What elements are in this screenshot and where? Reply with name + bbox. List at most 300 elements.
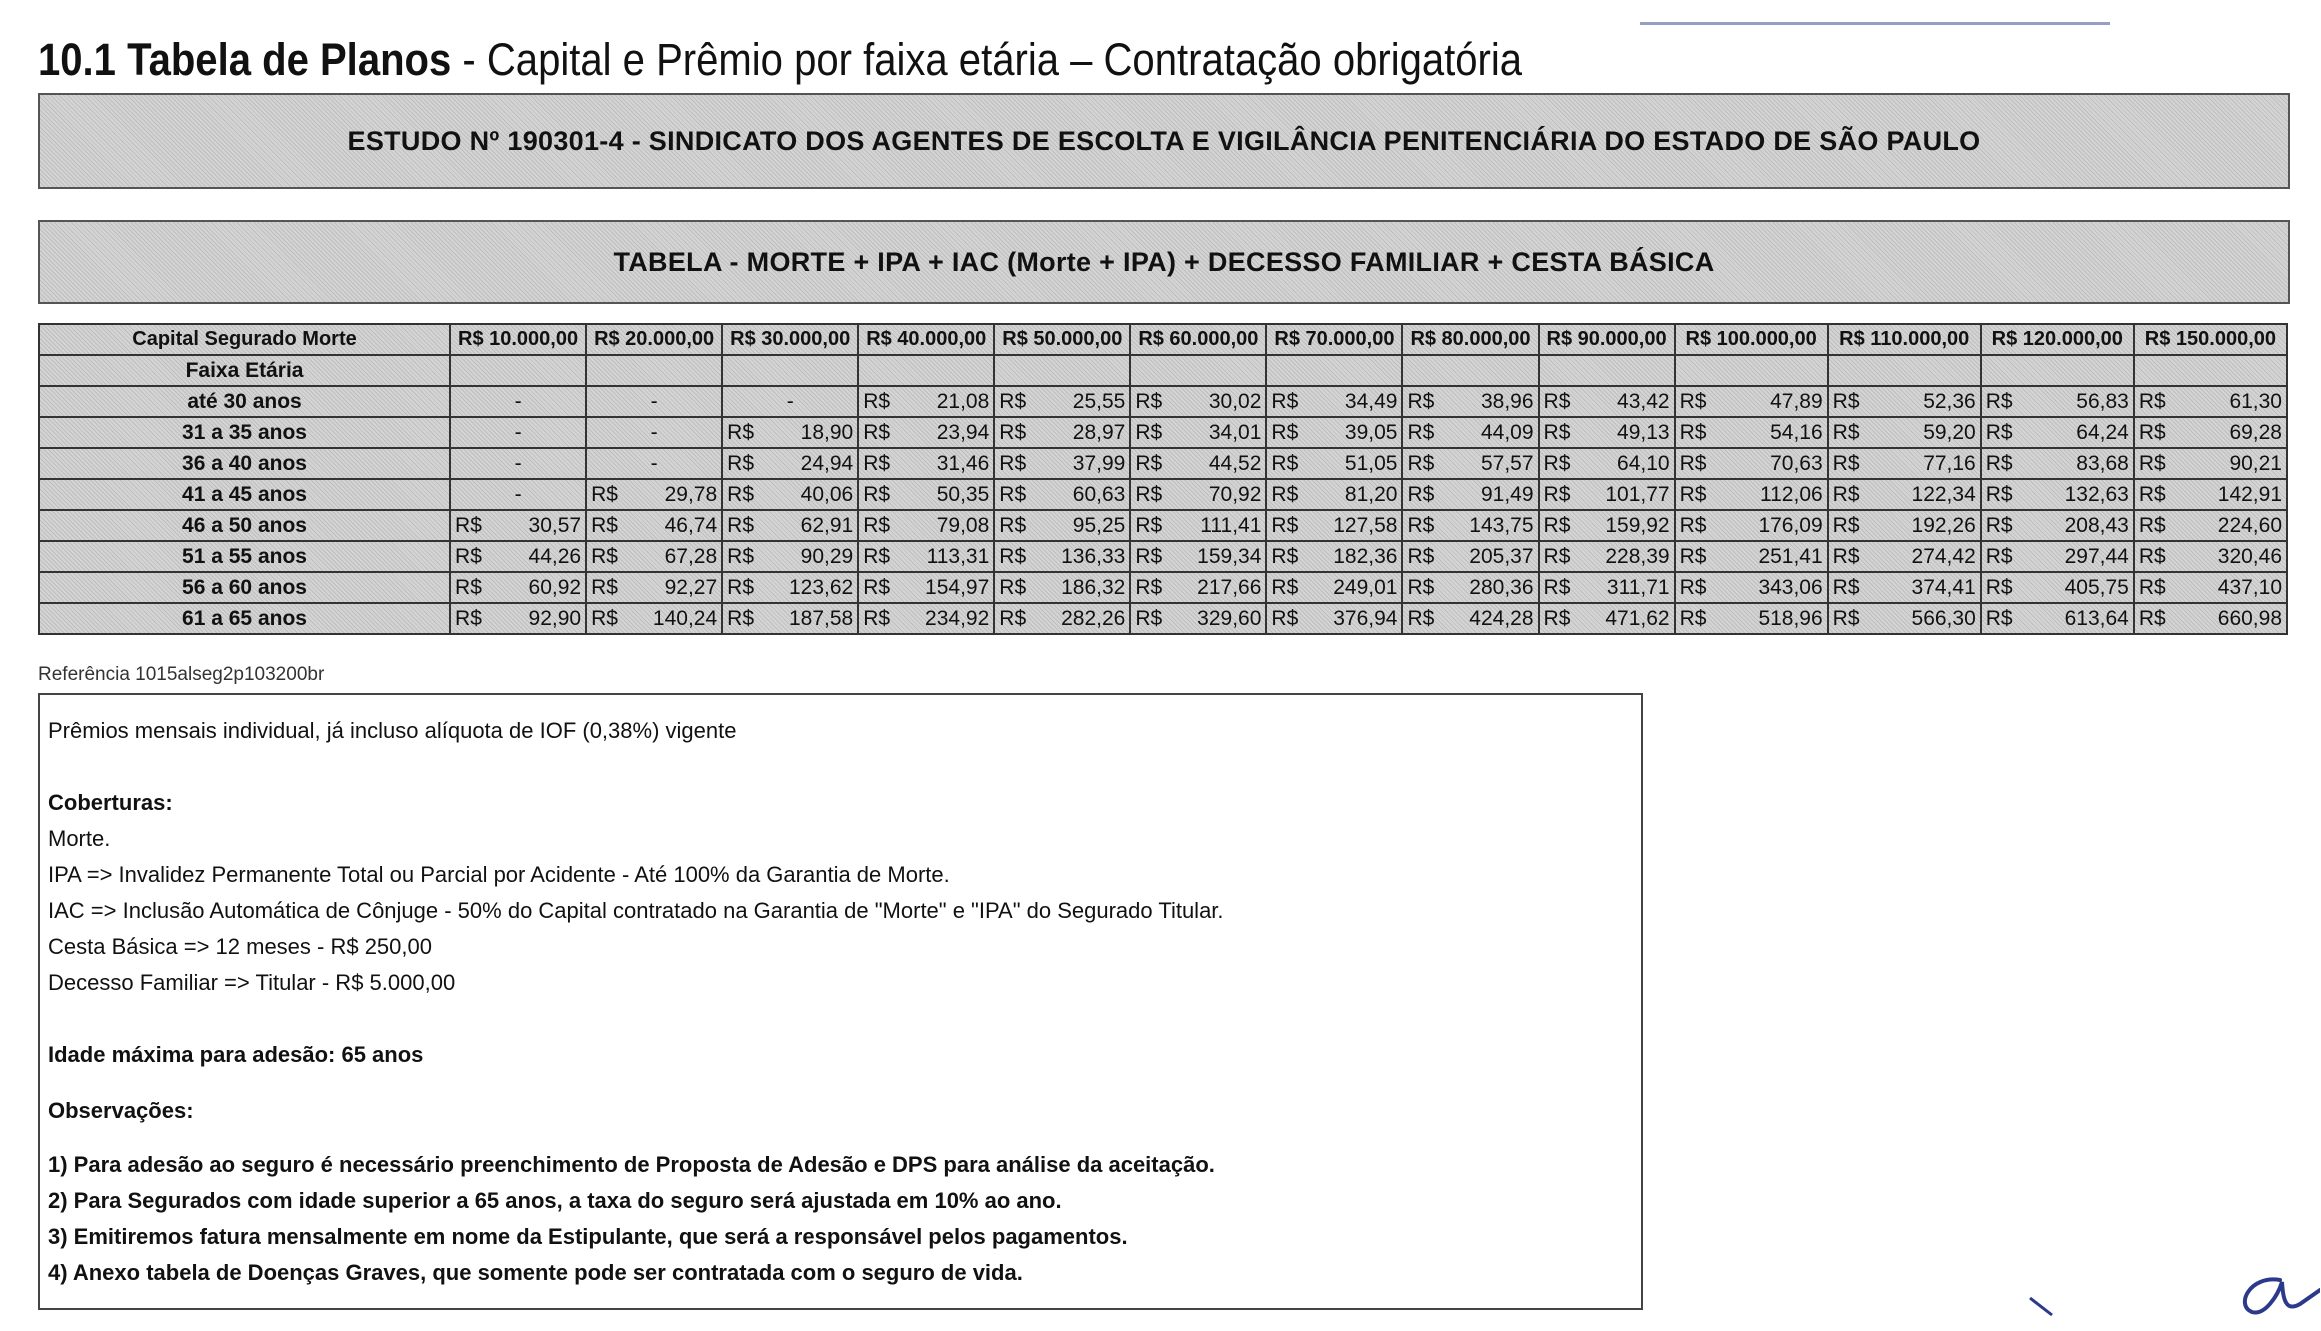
currency-symbol: R$: [863, 482, 891, 506]
premium-value: 122,34: [1911, 482, 1976, 506]
premium-cell: [1981, 510, 2134, 541]
currency-symbol: R$: [1543, 420, 1571, 444]
premium-cell: [858, 510, 994, 541]
currency-symbol: R$: [2138, 451, 2166, 475]
currency-symbol: R$: [1135, 420, 1163, 444]
premium-value: 186,32: [1061, 575, 1126, 599]
premium-cell: [586, 510, 722, 541]
currency-symbol: R$: [727, 575, 755, 599]
premium-cell: [1130, 541, 1266, 572]
premium-cell: [994, 541, 1130, 572]
premium-cell: [1675, 417, 1828, 448]
premium-cell: [1402, 510, 1538, 541]
capital-header-row: [39, 324, 2287, 355]
age-header-label: Faixa Etária: [39, 355, 450, 386]
premium-value: 21,08: [936, 389, 990, 413]
premium-cell: [1828, 386, 1981, 417]
scan-pen-mark: [1640, 22, 2110, 25]
premium-value: 471,62: [1605, 606, 1670, 630]
observation-item: 2) Para Segurados com idade superior a 65 anos, a taxa do seguro será ajustada em 10% ao ano.: [48, 1188, 1062, 1213]
capital-header-label: Capital Segurado Morte: [39, 324, 450, 355]
observation-item: 4) Anexo tabela de Doenças Graves, que somente pode ser contratada com o seguro de vida.: [48, 1260, 1023, 1285]
currency-symbol: R$: [1135, 451, 1163, 475]
currency-symbol: R$: [863, 513, 891, 537]
page-title-rest: - Capital e Prêmio por faixa etária – Contratação obrigatória: [451, 34, 1523, 85]
currency-symbol: R$: [1135, 389, 1163, 413]
age-header-row: [39, 355, 2287, 386]
currency-symbol: R$: [1679, 482, 1707, 506]
premium-cell: [1539, 417, 1675, 448]
table-row: [39, 417, 2287, 448]
premium-value: 282,26: [1061, 606, 1126, 630]
premium-value: 77,16: [1923, 451, 1976, 475]
table-row: [39, 603, 2287, 634]
premium-cell: [1675, 479, 1828, 510]
premium-cell: [1828, 448, 1981, 479]
premium-value: 91,49: [1480, 482, 1534, 506]
premium-value: 217,66: [1197, 575, 1262, 599]
empty-cell: [586, 355, 722, 386]
premium-cell: [1402, 541, 1538, 572]
premium-cell: [1130, 510, 1266, 541]
currency-symbol: R$: [2138, 606, 2166, 630]
premium-cell: [1130, 417, 1266, 448]
premium-cell-empty: -: [450, 417, 586, 448]
premium-cell: [1266, 386, 1402, 417]
premium-value: 187,58: [788, 606, 854, 630]
premium-cell: [1981, 386, 2134, 417]
table-row: [39, 510, 2287, 541]
currency-symbol: R$: [1832, 389, 1860, 413]
currency-symbol: R$: [591, 513, 618, 537]
premium-value: 51,05: [1344, 451, 1398, 475]
capital-header-cell: R$ 10.000,00: [450, 324, 586, 355]
premium-value: 518,96: [1758, 606, 1823, 630]
currency-symbol: R$: [1271, 420, 1299, 444]
premium-cell: [1981, 572, 2134, 603]
page-title-bold: 10.1 Tabela de Planos: [38, 34, 452, 85]
coverage-list: [48, 821, 1633, 1001]
premium-cell: [1828, 510, 1981, 541]
premium-cell: [722, 541, 858, 572]
age-range-label: até 30 anos: [39, 386, 450, 417]
currency-symbol: R$: [999, 482, 1027, 506]
premium-value: 69,28: [2229, 420, 2282, 444]
capital-header-cell: R$ 60.000,00: [1130, 324, 1266, 355]
currency-symbol: R$: [1271, 575, 1299, 599]
age-range-label: 46 a 50 anos: [39, 510, 450, 541]
currency-symbol: R$: [999, 420, 1027, 444]
premium-cell: [2134, 448, 2287, 479]
premium-cell: [858, 386, 994, 417]
premium-cell: [586, 541, 722, 572]
premium-cell: [1828, 479, 1981, 510]
currency-symbol: R$: [999, 544, 1027, 568]
premium-value: 95,25: [1072, 513, 1126, 537]
premium-value: 30,57: [528, 513, 582, 537]
premium-cell: [994, 510, 1130, 541]
currency-symbol: R$: [1679, 575, 1707, 599]
currency-symbol: R$: [1832, 606, 1860, 630]
currency-symbol: R$: [1543, 575, 1571, 599]
premium-cell-empty: -: [722, 386, 858, 417]
empty-cell: [1828, 355, 1981, 386]
premium-cell-empty: -: [450, 386, 586, 417]
premium-value: 90,21: [2229, 451, 2282, 475]
premium-value: 64,24: [2076, 420, 2129, 444]
premium-cell: [1981, 603, 2134, 634]
currency-symbol: R$: [863, 451, 891, 475]
premium-value: 143,75: [1469, 513, 1534, 537]
premium-cell: [2134, 572, 2287, 603]
premium-cell: [994, 386, 1130, 417]
premium-value: 34,49: [1344, 389, 1398, 413]
capital-header-cell: R$ 90.000,00: [1539, 324, 1675, 355]
empty-cell: [1539, 355, 1675, 386]
page-title: [38, 30, 1522, 90]
premium-value: 59,20: [1923, 420, 1976, 444]
currency-symbol: R$: [1985, 575, 2013, 599]
premium-value: 44,09: [1480, 420, 1534, 444]
observations-list: [48, 1147, 1633, 1291]
premium-value: 92,27: [664, 575, 718, 599]
currency-symbol: R$: [1543, 544, 1571, 568]
premium-value: 47,89: [1770, 389, 1823, 413]
age-range-label: 61 a 65 anos: [39, 603, 450, 634]
currency-symbol: R$: [455, 606, 482, 630]
premium-value: 81,20: [1344, 482, 1398, 506]
premium-value: 205,37: [1469, 544, 1534, 568]
currency-symbol: R$: [863, 389, 891, 413]
currency-symbol: R$: [1679, 544, 1707, 568]
premium-cell: [1675, 386, 1828, 417]
currency-symbol: R$: [1271, 544, 1299, 568]
study-banner-text: ESTUDO Nº 190301-4 - SINDICATO DOS AGENTES DE ESCOLTA E VIGILÂNCIA PENITENCIÁRIA DO ESTADO DE SÃO PAULO: [347, 125, 1981, 156]
premium-cell: [858, 541, 994, 572]
premium-cell: [1130, 479, 1266, 510]
premium-value: 297,44: [2064, 544, 2129, 568]
premium-cell: [2134, 541, 2287, 572]
premium-cell: [450, 510, 586, 541]
premium-value: 50,35: [936, 482, 990, 506]
premium-cell: [586, 603, 722, 634]
currency-symbol: R$: [1679, 451, 1707, 475]
currency-symbol: R$: [999, 575, 1027, 599]
currency-symbol: R$: [863, 606, 891, 630]
currency-symbol: R$: [1985, 544, 2013, 568]
premium-cell: [858, 417, 994, 448]
currency-symbol: R$: [1407, 451, 1435, 475]
premium-cell: [994, 479, 1130, 510]
premium-cell: [1130, 448, 1266, 479]
premium-cell-empty: -: [586, 448, 722, 479]
premium-cell: [994, 417, 1130, 448]
premium-value: 311,71: [1606, 575, 1670, 599]
premium-value: 280,36: [1469, 575, 1534, 599]
premium-value: 64,10: [1617, 451, 1670, 475]
table-row: [39, 386, 2287, 417]
currency-symbol: R$: [1985, 606, 2013, 630]
currency-symbol: R$: [1135, 575, 1163, 599]
coverage-item: Decesso Familiar => Titular - R$ 5.000,00: [48, 970, 456, 995]
premium-cell: [1130, 386, 1266, 417]
currency-symbol: R$: [1271, 482, 1299, 506]
premium-cell: [1675, 448, 1828, 479]
currency-symbol: R$: [1832, 482, 1860, 506]
currency-symbol: R$: [1679, 420, 1707, 444]
currency-symbol: R$: [1832, 451, 1860, 475]
premium-cell: [1981, 448, 2134, 479]
currency-symbol: R$: [455, 513, 482, 537]
currency-symbol: R$: [999, 513, 1027, 537]
premium-cell: [1266, 510, 1402, 541]
empty-cell: [2134, 355, 2287, 386]
premium-value: 57,57: [1480, 451, 1534, 475]
premium-value: 54,16: [1770, 420, 1823, 444]
currency-symbol: R$: [999, 451, 1027, 475]
premium-cell: [1402, 479, 1538, 510]
currency-symbol: R$: [455, 575, 482, 599]
premium-cell-empty: -: [450, 479, 586, 510]
premium-value: 159,34: [1197, 544, 1262, 568]
premium-cell: [1675, 541, 1828, 572]
premium-cell: [1675, 572, 1828, 603]
premium-value: 142,91: [2217, 482, 2282, 506]
currency-symbol: R$: [2138, 575, 2166, 599]
premium-value: 320,46: [2217, 544, 2282, 568]
age-range-label: 56 a 60 anos: [39, 572, 450, 603]
premium-value: 343,06: [1758, 575, 1823, 599]
table-row: [39, 541, 2287, 572]
study-banner: [38, 93, 2290, 189]
capital-header-cell: R$ 30.000,00: [722, 324, 858, 355]
premium-cell: [1266, 448, 1402, 479]
currency-symbol: R$: [1407, 544, 1435, 568]
age-range-label: 31 a 35 anos: [39, 417, 450, 448]
currency-symbol: R$: [591, 544, 618, 568]
currency-symbol: R$: [1985, 482, 2013, 506]
premium-value: 60,63: [1072, 482, 1126, 506]
signature-mark: [2020, 1260, 2320, 1331]
premium-cell: [994, 448, 1130, 479]
premium-value: 60,92: [528, 575, 582, 599]
premium-cell: [1828, 417, 1981, 448]
premium-value: 224,60: [2217, 513, 2282, 537]
premium-cell: [994, 572, 1130, 603]
empty-cell: [1266, 355, 1402, 386]
premium-cell: [1828, 541, 1981, 572]
premium-value: 56,83: [2076, 389, 2129, 413]
premium-cell: [994, 603, 1130, 634]
premium-value: 24,94: [800, 451, 854, 475]
premium-cell: [722, 510, 858, 541]
currency-symbol: R$: [1271, 513, 1299, 537]
premium-value: 127,58: [1333, 513, 1398, 537]
premium-cell: [1539, 386, 1675, 417]
premium-cell: [1675, 603, 1828, 634]
premium-value: 70,63: [1770, 451, 1823, 475]
premium-value: 234,92: [925, 606, 990, 630]
premium-cell: [2134, 386, 2287, 417]
premium-value: 274,42: [1911, 544, 1976, 568]
currency-symbol: R$: [591, 606, 618, 630]
premium-value: 176,09: [1758, 513, 1823, 537]
premium-value: 28,97: [1072, 420, 1126, 444]
table-row: [39, 448, 2287, 479]
premium-value: 123,62: [788, 575, 854, 599]
currency-symbol: R$: [1407, 575, 1435, 599]
currency-symbol: R$: [1832, 420, 1860, 444]
premium-value: 62,91: [800, 513, 854, 537]
currency-symbol: R$: [2138, 482, 2166, 506]
premium-value: 44,26: [528, 544, 582, 568]
currency-symbol: R$: [1985, 451, 2013, 475]
coverage-item: IPA => Invalidez Permanente Total ou Parcial por Acidente - Até 100% da Garantia de Morte.: [48, 862, 950, 887]
premium-value: 37,99: [1072, 451, 1126, 475]
premium-value: 613,64: [2064, 606, 2129, 630]
currency-symbol: R$: [2138, 513, 2166, 537]
premium-cell: [450, 603, 586, 634]
empty-cell: [450, 355, 586, 386]
premium-cell: [858, 572, 994, 603]
premium-cell: [1402, 603, 1538, 634]
premium-cell: [858, 603, 994, 634]
premium-cell: [722, 572, 858, 603]
currency-symbol: R$: [863, 544, 891, 568]
currency-symbol: R$: [1832, 513, 1860, 537]
premium-table: [38, 323, 2288, 635]
premium-value: 101,77: [1605, 482, 1670, 506]
premium-cell: [722, 417, 858, 448]
premium-cell: [1130, 603, 1266, 634]
currency-symbol: R$: [727, 482, 755, 506]
premium-value: 159,92: [1605, 513, 1670, 537]
currency-symbol: R$: [1543, 606, 1571, 630]
currency-symbol: R$: [1543, 513, 1571, 537]
premium-value: 154,97: [925, 575, 990, 599]
premium-cell: [858, 479, 994, 510]
premium-value: 660,98: [2217, 606, 2282, 630]
premium-cell: [1981, 479, 2134, 510]
premium-cell-empty: -: [586, 386, 722, 417]
premium-value: 251,41: [1758, 544, 1823, 568]
capital-header-cell: R$ 20.000,00: [586, 324, 722, 355]
currency-symbol: R$: [1407, 513, 1435, 537]
currency-symbol: R$: [1679, 513, 1707, 537]
premium-cell: [1266, 572, 1402, 603]
premium-value: 113,31: [926, 544, 990, 568]
premium-value: 136,33: [1061, 544, 1126, 568]
table-row: [39, 479, 2287, 510]
currency-symbol: R$: [1985, 420, 2013, 444]
premium-value: 329,60: [1197, 606, 1262, 630]
currency-symbol: R$: [863, 575, 891, 599]
coverage-item: Cesta Básica => 12 meses - R$ 250,00: [48, 934, 432, 959]
premium-value: 208,43: [2064, 513, 2129, 537]
premium-cell: [586, 572, 722, 603]
currency-symbol: R$: [1271, 389, 1299, 413]
empty-cell: [1130, 355, 1266, 386]
premium-cell: [1539, 448, 1675, 479]
premium-cell: [1828, 572, 1981, 603]
premium-value: 70,92: [1208, 482, 1262, 506]
premium-value: 18,90: [800, 420, 854, 444]
currency-symbol: R$: [1135, 482, 1163, 506]
premium-cell: [1539, 510, 1675, 541]
currency-symbol: R$: [999, 389, 1027, 413]
premium-cell: [1981, 417, 2134, 448]
premium-value: 67,28: [664, 544, 718, 568]
currency-symbol: R$: [1407, 389, 1435, 413]
currency-symbol: R$: [1543, 451, 1571, 475]
premium-cell: [2134, 603, 2287, 634]
premium-cell: [1266, 479, 1402, 510]
premium-cell: [1675, 510, 1828, 541]
premium-note: Prêmios mensais individual, já incluso alíquota de IOF (0,38%) vigente: [48, 718, 737, 743]
premium-cell: [586, 479, 722, 510]
premium-cell: [722, 448, 858, 479]
currency-symbol: R$: [1271, 606, 1299, 630]
premium-value: 111,41: [1200, 513, 1262, 537]
currency-symbol: R$: [2138, 420, 2166, 444]
premium-value: 132,63: [2064, 482, 2129, 506]
premium-cell: [1130, 572, 1266, 603]
currency-symbol: R$: [1271, 451, 1299, 475]
premium-value: 374,41: [1911, 575, 1976, 599]
currency-symbol: R$: [1679, 389, 1707, 413]
premium-value: 405,75: [2064, 575, 2129, 599]
premium-value: 228,39: [1605, 544, 1670, 568]
currency-symbol: R$: [1135, 606, 1163, 630]
premium-value: 424,28: [1469, 606, 1534, 630]
empty-cell: [722, 355, 858, 386]
capital-header-cell: R$ 110.000,00: [1828, 324, 1981, 355]
premium-cell: [858, 448, 994, 479]
premium-cell: [1402, 386, 1538, 417]
capital-header-cell: R$ 150.000,00: [2134, 324, 2287, 355]
premium-value: 376,94: [1333, 606, 1398, 630]
premium-cell: [722, 603, 858, 634]
empty-cell: [1981, 355, 2134, 386]
premium-cell: [1402, 448, 1538, 479]
currency-symbol: R$: [727, 544, 755, 568]
currency-symbol: R$: [591, 575, 618, 599]
reference-code: Referência 1015alseg2p103200br: [38, 664, 325, 685]
premium-cell: [1828, 603, 1981, 634]
empty-cell: [1402, 355, 1538, 386]
coverages-title: Coberturas:: [48, 790, 173, 815]
capital-header-cell: R$ 50.000,00: [994, 324, 1130, 355]
max-age-note: Idade máxima para adesão: 65 anos: [48, 1042, 424, 1067]
currency-symbol: R$: [1407, 606, 1435, 630]
currency-symbol: R$: [2138, 389, 2166, 413]
currency-symbol: R$: [1135, 513, 1163, 537]
premium-cell: [1266, 603, 1402, 634]
currency-symbol: R$: [1832, 544, 1860, 568]
premium-value: 92,90: [528, 606, 582, 630]
table-row: [39, 572, 2287, 603]
premium-cell: [450, 541, 586, 572]
premium-value: 23,94: [936, 420, 990, 444]
currency-symbol: R$: [727, 451, 755, 475]
premium-value: 79,08: [936, 513, 990, 537]
premium-cell: [450, 572, 586, 603]
coverage-item: IAC => Inclusão Automática de Cônjuge - 50% do Capital contratado na Garantia de "Morte" e "IPA" do Segurado Titular.: [48, 898, 1224, 923]
premium-value: 44,52: [1208, 451, 1262, 475]
premium-cell: [2134, 510, 2287, 541]
premium-value: 25,55: [1072, 389, 1126, 413]
premium-cell-empty: -: [450, 448, 586, 479]
